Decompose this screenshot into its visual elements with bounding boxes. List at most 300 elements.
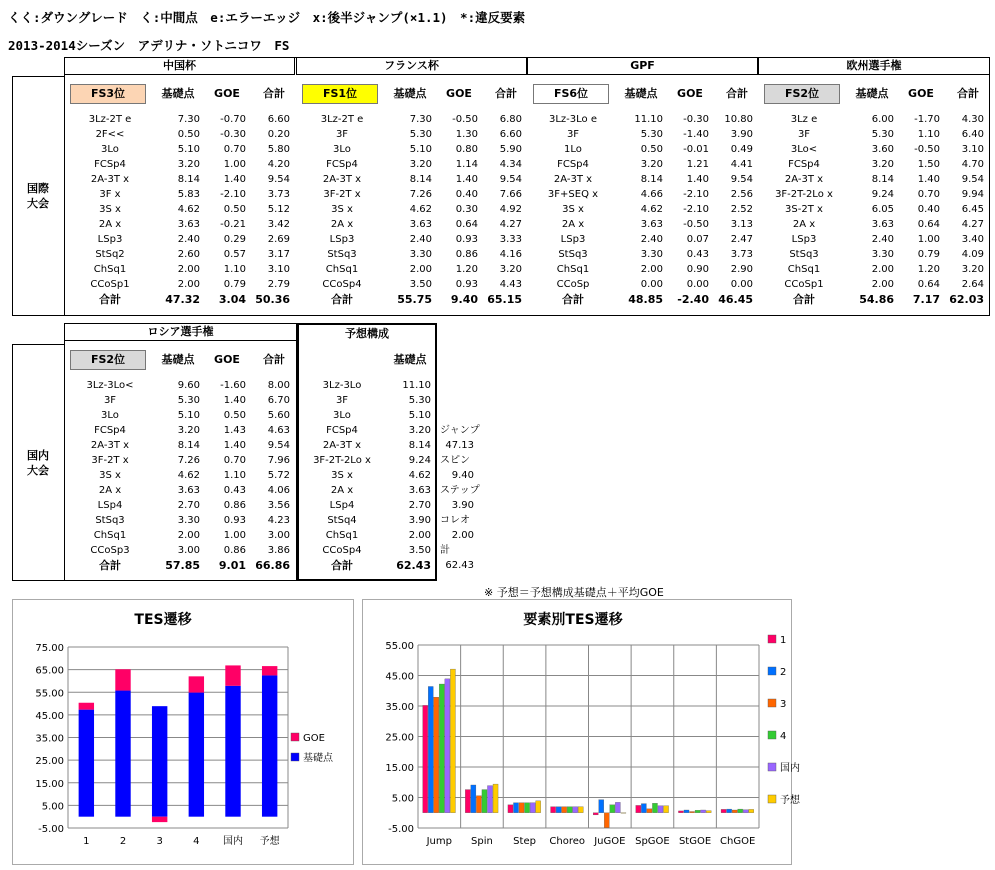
- element-total: 6.70: [267, 395, 290, 406]
- bar: [439, 684, 444, 813]
- element-base: 0.00: [640, 279, 663, 290]
- element-goe: 0.86: [223, 545, 246, 556]
- prediction-side-label: 計: [440, 545, 450, 556]
- bar: [508, 805, 513, 813]
- element-base: 8.14: [409, 174, 432, 185]
- element-name: 3F: [797, 129, 811, 140]
- element-base: 7.30: [177, 114, 200, 125]
- element-name: 3S x: [99, 204, 121, 215]
- bar: [471, 785, 476, 813]
- element-base: 2.00: [871, 279, 894, 290]
- y-tick-label: -5.00: [38, 824, 64, 835]
- y-tick-label: 15.00: [385, 763, 414, 774]
- prediction-base: 3.63: [408, 485, 431, 496]
- element-goe: -0.50: [683, 219, 709, 230]
- element-total: 8.00: [267, 380, 290, 391]
- element-total: 3.10: [961, 144, 984, 155]
- y-tick-label: 55.00: [35, 688, 64, 700]
- element-total: 9.54: [730, 174, 753, 185]
- element-goe: 0.64: [917, 219, 940, 230]
- element-goe: 0.50: [223, 204, 246, 215]
- y-tick-label: 25.00: [385, 732, 414, 744]
- element-base: 3.20: [177, 425, 200, 436]
- header-total: 合計: [495, 87, 517, 100]
- header-base: 基礎点: [855, 87, 889, 100]
- element-base: 3.30: [409, 249, 432, 260]
- element-goe: 1.40: [223, 174, 246, 185]
- sum-total: 62.03: [949, 293, 984, 306]
- element-base: 9.60: [177, 380, 200, 391]
- element-name: ChSq1: [787, 264, 821, 275]
- sum-label: 合計: [99, 293, 121, 306]
- element-total: 4.06: [267, 485, 290, 496]
- bar: [551, 807, 556, 813]
- element-base: 5.10: [177, 410, 200, 421]
- prediction-side-value: 3.90: [451, 500, 474, 511]
- element-base: 3.00: [177, 545, 200, 556]
- tes-chart: [13, 600, 353, 864]
- element-name: 3F-2T-2Lo x: [775, 189, 833, 200]
- element-base: 2.40: [409, 234, 432, 245]
- bar: [684, 810, 689, 813]
- element-total: 3.90: [730, 129, 753, 140]
- rank-badge: FS6位: [533, 84, 609, 104]
- element-goe: 0.79: [917, 249, 940, 260]
- element-base: 3.63: [177, 219, 200, 230]
- y-tick-label: 35.00: [385, 702, 414, 713]
- element-total: 3.33: [499, 234, 522, 245]
- element-goe: -0.30: [683, 114, 709, 125]
- element-name: 2A-3T x: [553, 174, 593, 185]
- prediction-element: 2A-3T x: [322, 440, 362, 451]
- element-total: 3.56: [267, 500, 290, 511]
- element-base: 9.24: [871, 189, 894, 200]
- legend-label: 4: [780, 731, 787, 742]
- element-total: 2.52: [730, 204, 753, 215]
- legend-swatch: [768, 699, 776, 707]
- element-total: 3.40: [961, 234, 984, 245]
- element-name: 2A x: [98, 485, 122, 496]
- rank-badge: FS3位: [70, 84, 146, 104]
- bar: [530, 803, 535, 813]
- element-total: 0.20: [267, 129, 290, 140]
- element-total: 5.12: [267, 204, 290, 215]
- competition-name: フランス杯: [296, 57, 527, 75]
- prediction-element: 3S x: [331, 470, 353, 481]
- bar: [743, 810, 748, 813]
- bar: [445, 679, 450, 813]
- legend-label: 国内: [780, 763, 800, 774]
- season-title: 2013-2014シーズン アデリナ・ソトニコワ FS: [8, 38, 290, 53]
- element-base: 2.00: [871, 264, 894, 275]
- sum-goe: 9.40: [450, 293, 478, 306]
- y-tick-label: 15.00: [35, 778, 64, 790]
- legend-label: 予想: [780, 795, 800, 806]
- header-total: 合計: [263, 87, 285, 100]
- x-tick-label: StGOE: [678, 836, 712, 847]
- bar: [450, 669, 455, 813]
- bar: [476, 796, 481, 813]
- element-total: 7.66: [499, 189, 522, 200]
- element-base: 3.20: [177, 159, 200, 170]
- bar: [578, 807, 583, 813]
- element-base: 5.30: [177, 395, 200, 406]
- element-name: 3S x: [562, 204, 584, 215]
- element-base: 5.30: [409, 129, 432, 140]
- element-goe: 0.00: [686, 279, 709, 290]
- element-total: 4.23: [267, 515, 290, 526]
- prediction-base: 2.00: [408, 530, 431, 541]
- element-goe: 0.80: [455, 144, 478, 155]
- legend-label: GOE: [303, 733, 325, 744]
- element-total: 2.79: [267, 279, 290, 290]
- bar: [434, 697, 439, 813]
- bar: [482, 790, 487, 813]
- prediction-element: FCSp4: [326, 425, 358, 436]
- legend-swatch: [768, 763, 776, 771]
- sum-base: 54.86: [859, 293, 894, 306]
- element-goe: 1.30: [455, 129, 478, 140]
- element-base: 3.30: [640, 249, 663, 260]
- element-total: 6.60: [499, 129, 522, 140]
- element-base: 7.26: [177, 455, 200, 466]
- element-base: 2.00: [177, 530, 200, 541]
- element-total: 5.80: [267, 144, 290, 155]
- element-goe: 1.50: [917, 159, 940, 170]
- element-goe: 1.40: [686, 174, 709, 185]
- header-base: 基礎点: [161, 353, 195, 366]
- bar-base: [189, 693, 204, 817]
- element-name: 3Lo: [101, 410, 119, 421]
- element-goe: 1.40: [223, 440, 246, 451]
- element-total: 4.09: [961, 249, 984, 260]
- bar: [647, 809, 652, 813]
- element-total: 6.45: [961, 204, 984, 215]
- prediction-base: 5.10: [408, 410, 431, 421]
- x-tick-label: 3: [156, 836, 163, 847]
- element-total: 4.16: [499, 249, 522, 260]
- bar: [749, 809, 754, 812]
- bar: [641, 804, 646, 813]
- element-name: 3F: [103, 395, 117, 406]
- element-name: 3S x: [331, 204, 353, 215]
- bar: [465, 790, 470, 813]
- bar: [604, 813, 609, 828]
- element-base: 3.30: [177, 515, 200, 526]
- element-base: 5.10: [409, 144, 432, 155]
- sum-total: 66.86: [255, 559, 290, 572]
- sum-goe: -2.40: [677, 293, 709, 306]
- element-name: ChSq1: [93, 264, 127, 275]
- element-total: 0.00: [730, 279, 753, 290]
- element-total: 6.40: [961, 129, 984, 140]
- element-base: 6.05: [871, 204, 894, 215]
- x-tick-label: Step: [513, 836, 536, 847]
- element-name: 2A-3T x: [90, 440, 130, 451]
- bar: [562, 807, 567, 813]
- bar-goe: [262, 666, 277, 675]
- prediction-base: 8.14: [408, 440, 431, 451]
- bar: [567, 807, 572, 813]
- header-goe: GOE: [214, 353, 240, 366]
- bar: [513, 803, 518, 813]
- element-total: 0.49: [730, 144, 753, 155]
- element-total: 4.70: [961, 159, 984, 170]
- bar-base: [262, 675, 277, 816]
- element-chart: [363, 600, 800, 864]
- prediction-side-label: ジャンプ: [440, 425, 480, 436]
- prediction-base: 11.10: [402, 380, 431, 391]
- bar-base: [79, 710, 94, 817]
- bar: [593, 813, 598, 815]
- header-base: 基礎点: [161, 87, 195, 100]
- prediction-element: 3Lz-3Lo: [322, 380, 362, 391]
- element-total: 6.80: [499, 114, 522, 125]
- element-goe: 1.00: [917, 234, 940, 245]
- y-tick-label: -5.00: [388, 824, 414, 835]
- sum-total: 50.36: [255, 293, 290, 306]
- bar: [621, 813, 626, 814]
- element-goe: 0.30: [455, 204, 478, 215]
- element-goe: -0.50: [452, 114, 478, 125]
- header-goe: GOE: [446, 87, 472, 100]
- element-total: 5.60: [267, 410, 290, 421]
- y-tick-label: 65.00: [35, 665, 64, 677]
- sum-base: 47.32: [165, 293, 200, 306]
- element-goe: 1.00: [223, 530, 246, 541]
- bar: [695, 810, 700, 812]
- element-goe: 0.40: [455, 189, 478, 200]
- legend-label: 2: [780, 667, 787, 678]
- x-tick-label: 4: [193, 836, 200, 847]
- element-name: ChSq1: [325, 264, 359, 275]
- element-goe: 0.50: [223, 410, 246, 421]
- legend-swatch: [768, 667, 776, 675]
- element-name: StSq3: [558, 249, 588, 260]
- element-chart-box: [362, 599, 800, 865]
- element-base: 4.66: [640, 189, 663, 200]
- element-total: 10.80: [724, 114, 753, 125]
- x-tick-label: Spin: [471, 836, 493, 847]
- element-name: ChSq1: [556, 264, 590, 275]
- element-goe: -1.40: [683, 129, 709, 140]
- bar-base: [225, 686, 240, 817]
- legend-label: 1: [780, 635, 787, 646]
- element-goe: 1.00: [223, 159, 246, 170]
- element-name: 3F: [335, 129, 349, 140]
- element-total: 3.73: [730, 249, 753, 260]
- element-goe: -0.50: [914, 144, 940, 155]
- prediction-side-label: ステップ: [440, 485, 480, 496]
- element-base: 3.20: [409, 159, 432, 170]
- element-name: 3F: [566, 129, 580, 140]
- x-tick-label: 国内: [223, 836, 243, 847]
- bar: [556, 807, 561, 813]
- element-name: LSp3: [97, 234, 123, 245]
- element-total: 4.27: [961, 219, 984, 230]
- element-base: 8.14: [640, 174, 663, 185]
- bar: [690, 812, 695, 813]
- element-goe: -0.30: [220, 129, 246, 140]
- element-name: 3S-2T x: [785, 204, 823, 215]
- element-total: 3.42: [267, 219, 290, 230]
- element-name: 2A x: [330, 219, 354, 230]
- sum-goe: 9.01: [218, 559, 246, 572]
- element-total: 9.54: [267, 440, 290, 451]
- element-name: StSq3: [789, 249, 819, 260]
- y-tick-label: 5.00: [391, 793, 414, 805]
- element-base: 2.00: [409, 264, 432, 275]
- element-base: 2.60: [177, 249, 200, 260]
- element-goe: 1.20: [455, 264, 478, 275]
- legend-swatch: [768, 795, 776, 803]
- x-tick-label: ChGOE: [720, 836, 756, 847]
- element-base: 8.14: [177, 440, 200, 451]
- element-total: 6.60: [267, 114, 290, 125]
- element-base: 6.00: [871, 114, 894, 125]
- element-goe: 0.70: [917, 189, 940, 200]
- bar: [610, 805, 615, 813]
- element-name: 2A-3T x: [90, 174, 130, 185]
- element-name: StSq2: [95, 249, 125, 260]
- element-name: 2A x: [98, 219, 122, 230]
- prediction-side-value: 62.43: [445, 560, 474, 571]
- element-name: CCoSp3: [90, 545, 130, 556]
- element-name: 2A-3T x: [784, 174, 824, 185]
- bar: [487, 786, 492, 813]
- bar: [525, 803, 530, 813]
- bar: [615, 802, 620, 812]
- element-base: 0.50: [640, 144, 663, 155]
- element-goe: 0.07: [686, 234, 709, 245]
- sum-base: 57.85: [165, 559, 200, 572]
- element-total: 4.27: [499, 219, 522, 230]
- legend-swatch: [291, 753, 299, 761]
- element-base: 11.10: [634, 114, 663, 125]
- sum-label: 合計: [331, 293, 353, 306]
- element-goe: 1.40: [455, 174, 478, 185]
- element-goe: 1.20: [917, 264, 940, 275]
- y-tick-label: 55.00: [385, 641, 414, 652]
- x-tick-label: 2: [119, 836, 127, 847]
- header-total: 合計: [263, 353, 285, 366]
- element-total: 2.64: [961, 279, 984, 290]
- element-goe: -1.60: [220, 380, 246, 391]
- bar-goe: [79, 703, 94, 710]
- element-base: 3.63: [409, 219, 432, 230]
- chart-title: 要素別TES遷移: [523, 612, 623, 628]
- element-name: 3F+SEQ x: [547, 189, 599, 200]
- element-goe: -0.21: [220, 219, 246, 230]
- legend-label: 基礎点: [303, 753, 333, 764]
- element-goe: 1.10: [223, 470, 246, 481]
- element-total: 3.13: [730, 219, 753, 230]
- element-total: 9.54: [961, 174, 984, 185]
- element-goe: -0.70: [220, 114, 246, 125]
- legend-swatch: [291, 733, 299, 741]
- x-tick-label: 予想: [259, 836, 280, 847]
- sum-label: 合計: [793, 293, 815, 306]
- prediction-element: ChSq1: [325, 530, 359, 541]
- element-name: 3Lz e: [790, 114, 818, 125]
- element-base: 3.63: [871, 219, 894, 230]
- element-total: 4.30: [961, 114, 984, 125]
- element-goe: 1.10: [917, 129, 940, 140]
- element-name: 3Lz-2T e: [88, 114, 132, 125]
- element-base: 5.30: [640, 129, 663, 140]
- element-name: 3F-2T x: [91, 455, 129, 466]
- element-base: 2.40: [871, 234, 894, 245]
- sum-label: 合計: [562, 293, 584, 306]
- prediction-base: 3.50: [408, 545, 431, 556]
- legend-swatch: [768, 635, 776, 643]
- element-base: 3.30: [871, 249, 894, 260]
- element-goe: 1.21: [686, 159, 709, 170]
- element-name: 3Lo: [101, 144, 119, 155]
- element-goe: 0.90: [686, 264, 709, 275]
- y-tick-label: 45.00: [35, 710, 64, 722]
- prediction-element: 3Lo: [333, 410, 351, 421]
- element-base: 0.50: [177, 129, 200, 140]
- bar: [706, 811, 711, 813]
- prediction-base: 3.20: [408, 425, 431, 436]
- natl-label: 国内 大会: [27, 449, 49, 477]
- rank-badge: FS2位: [764, 84, 840, 104]
- element-goe: 0.64: [917, 279, 940, 290]
- bar: [721, 809, 726, 812]
- element-goe: 1.43: [223, 425, 246, 436]
- element-total: 9.54: [499, 174, 522, 185]
- element-name: FCSp4: [326, 159, 358, 170]
- element-base: 3.20: [871, 159, 894, 170]
- prediction-element: 3F-2T-2Lo x: [313, 455, 371, 466]
- element-name: LSp3: [560, 234, 586, 245]
- bar: [701, 810, 706, 813]
- element-base: 2.70: [177, 500, 200, 511]
- element-goe: 0.29: [223, 234, 246, 245]
- bar: [536, 801, 541, 813]
- element-total: 2.90: [730, 264, 753, 275]
- sum-total: 46.45: [718, 293, 753, 306]
- element-total: 3.73: [267, 189, 290, 200]
- prediction-header-base: 基礎点: [393, 353, 427, 366]
- element-goe: 0.43: [223, 485, 246, 496]
- element-total: 9.54: [267, 174, 290, 185]
- element-name: StSq3: [327, 249, 357, 260]
- prediction-base: 2.70: [408, 500, 431, 511]
- bar: [636, 805, 641, 812]
- element-base: 5.30: [871, 129, 894, 140]
- sum-base: 55.75: [397, 293, 432, 306]
- element-base: 3.63: [640, 219, 663, 230]
- element-goe: 0.93: [223, 515, 246, 526]
- prediction-side-label: スピン: [440, 455, 470, 466]
- prediction-side-value: 2.00: [451, 530, 474, 541]
- element-goe: -0.01: [683, 144, 709, 155]
- element-goe: 1.10: [223, 264, 246, 275]
- element-goe: -1.70: [914, 114, 940, 125]
- element-total: 9.94: [961, 189, 984, 200]
- element-name: CCoSp: [556, 279, 590, 290]
- header-base: 基礎点: [393, 87, 427, 100]
- tes-chart-box: [12, 599, 354, 865]
- sum-total: 65.15: [487, 293, 522, 306]
- x-tick-label: 1: [83, 836, 90, 847]
- x-tick-label: Choreo: [549, 836, 585, 847]
- rank-badge: FS1位: [302, 84, 378, 104]
- bar-goe: [152, 817, 167, 822]
- element-total: 3.86: [267, 545, 290, 556]
